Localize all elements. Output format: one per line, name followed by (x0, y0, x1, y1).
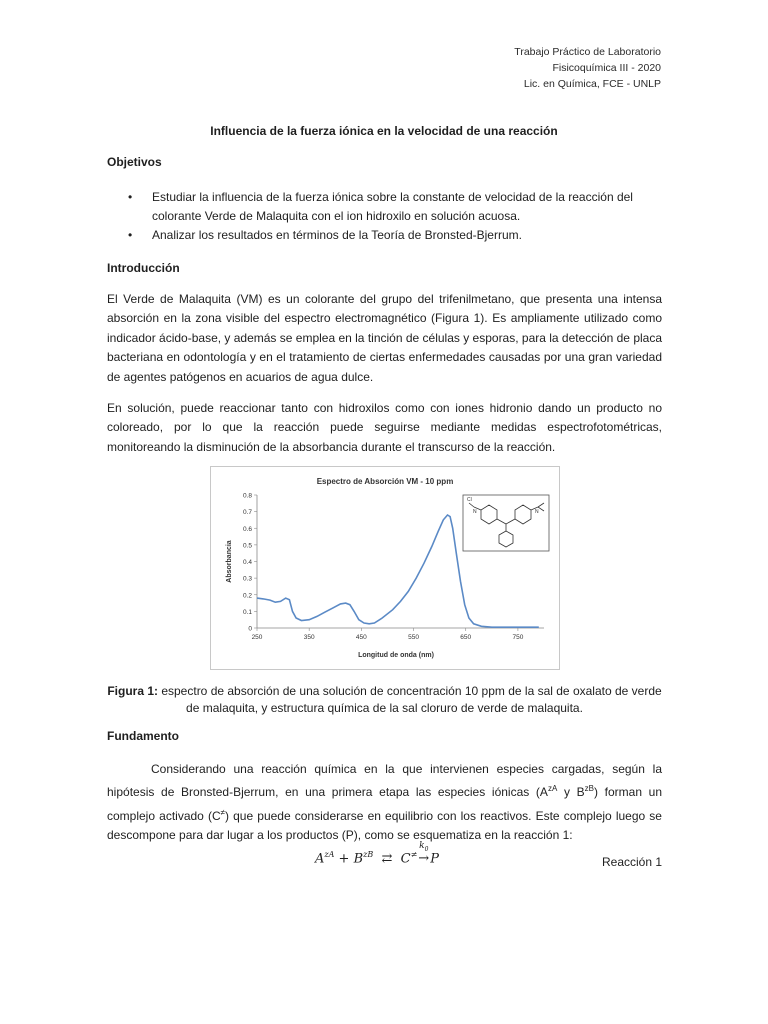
document-title: Influencia de la fuerza iónica en la velocidad de una reacción (210, 124, 558, 138)
structure-atom-label: N (473, 509, 477, 515)
malachite-green-structure (463, 495, 549, 551)
rate-constant-symbol: k (419, 841, 425, 852)
fundamento-text: ) que puede considerarse en equilibrio con los reactivos. Este complejo luego se descompone para dar lugar a los productos (P), como se esquematiza en la reacción 1: (107, 808, 662, 843)
figure-caption-text: espectro de absorción de una solución de concentración 10 ppm de la sal de oxalato de verde de malaquita, y estructura química de la sal cloruro de verde de malaquita. (158, 684, 662, 715)
reaction-arrow: → (418, 851, 430, 867)
equation-superscript: ≠ (410, 850, 418, 859)
structure-atom-label: N (535, 509, 539, 515)
x-tick-label: 550 (408, 634, 419, 641)
charge-superscript: zA (547, 784, 558, 794)
section-heading-fundamento: Fundamento (107, 729, 179, 743)
figure-1 (210, 466, 560, 670)
y-tick-label: 0.3 (242, 575, 252, 583)
x-tick-label: 650 (460, 634, 472, 641)
y-tick-label: 0.1 (242, 608, 252, 616)
y-tick-label: 0.6 (242, 525, 252, 533)
x-tick-label: 250 (251, 634, 263, 641)
reaction-label: Reacción 1 (602, 855, 663, 869)
charge-superscript: zB (584, 784, 594, 794)
rate-arrow (418, 841, 430, 867)
activated-complex-superscript: ≠ (220, 807, 226, 817)
fundamento-text: ) forman un complejo activado (C (107, 785, 663, 823)
reaction-equation (315, 841, 439, 867)
y-tick-label: 0.5 (242, 542, 252, 550)
section-heading-objetivos: Objetivos (107, 155, 162, 169)
y-tick-label: 0.7 (242, 509, 252, 517)
x-tick-label: 750 (512, 634, 524, 641)
fundamento-text: Considerando una reacción química en la que intervienen especies cargadas, según la hipótesis de Bronsted-Bjerrum, en una primera etapa las especies iónicas (A (107, 762, 662, 800)
y-tick-label: 0.8 (242, 492, 252, 500)
chart-title: Espectro de Absorción VM - 10 ppm (316, 477, 454, 486)
absorption-spectrum-chart (211, 467, 559, 669)
x-tick-label: 350 (303, 634, 315, 641)
figure-caption-label: Figura 1: (107, 684, 158, 698)
y-axis-label: Absorbancia (226, 540, 233, 583)
intro-paragraph-2: En solución, puede reaccionar tanto con hidroxilos como con iones hidronio dando un producto no coloreado, por lo que la reacción puede seguirse mediante medidas espectrofotométricas, monitoreando la disminución de la absorbancia durante el transcurso de la reacción. (107, 401, 662, 454)
rate-constant-subscript: 0 (424, 846, 429, 854)
equation-term: A (315, 851, 325, 867)
fundamento-text: y B (557, 785, 585, 800)
header-institution: Lic. en Química, FCE - UNLP (523, 78, 661, 90)
objective-item: • Estudiar la influencia de la fuerza iónica sobre la constante de velocidad de la reacción del colorante Verde de Malaquita con el ion hidroxilo en solución acuosa. (128, 188, 668, 226)
document-header (514, 44, 661, 92)
header-subject: Fisicoquímica III - 2020 (552, 62, 661, 74)
equation-operator: + (334, 851, 354, 867)
rate-constant (418, 841, 429, 853)
objective-item: • Analizar los resultados en términos de la Teoría de Bronsted-Bjerrum. (128, 226, 668, 245)
y-tick-labels (243, 493, 252, 633)
x-tick-label: 450 (355, 634, 367, 641)
equation-term: B (353, 851, 364, 867)
y-tick-label: 0 (248, 625, 252, 633)
equation-term: C (400, 851, 411, 867)
fundamento-paragraph (107, 760, 662, 846)
x-tick-labels (252, 634, 524, 641)
equation-superscript: zB (363, 850, 374, 859)
header-course: Trabajo Práctico de Laboratorio (514, 46, 661, 58)
equilibrium-arrow: ⇄ (373, 851, 401, 867)
section-heading-introduccion: Introducción (107, 261, 180, 275)
y-tick-label: 0.2 (242, 592, 252, 600)
y-tick-label: 0.4 (242, 559, 252, 566)
figure-caption (107, 683, 662, 717)
objectives-list (128, 188, 668, 245)
x-axis-label: Longitud de onda (nm) (358, 652, 434, 659)
intro-paragraph-1: El Verde de Malaquita (VM) es un colorante del grupo del trifenilmetano, que presenta una intensa absorción en la zona visible del espectro electromagnético (Figura 1). Es ampliamente utilizado como indicador ácido-base, y además se emplea en la tinción de células y esporas, para la detección de placa bacteriana en odontología y en el tratamiento de ciertas enfermedades causadas por una gran variedad de agentes patógenos en acuarios de agua dulce. (107, 292, 662, 384)
equation-term: P (430, 851, 439, 867)
equation-superscript: zA (324, 850, 335, 859)
structure-atom-label: Cl (467, 497, 472, 503)
